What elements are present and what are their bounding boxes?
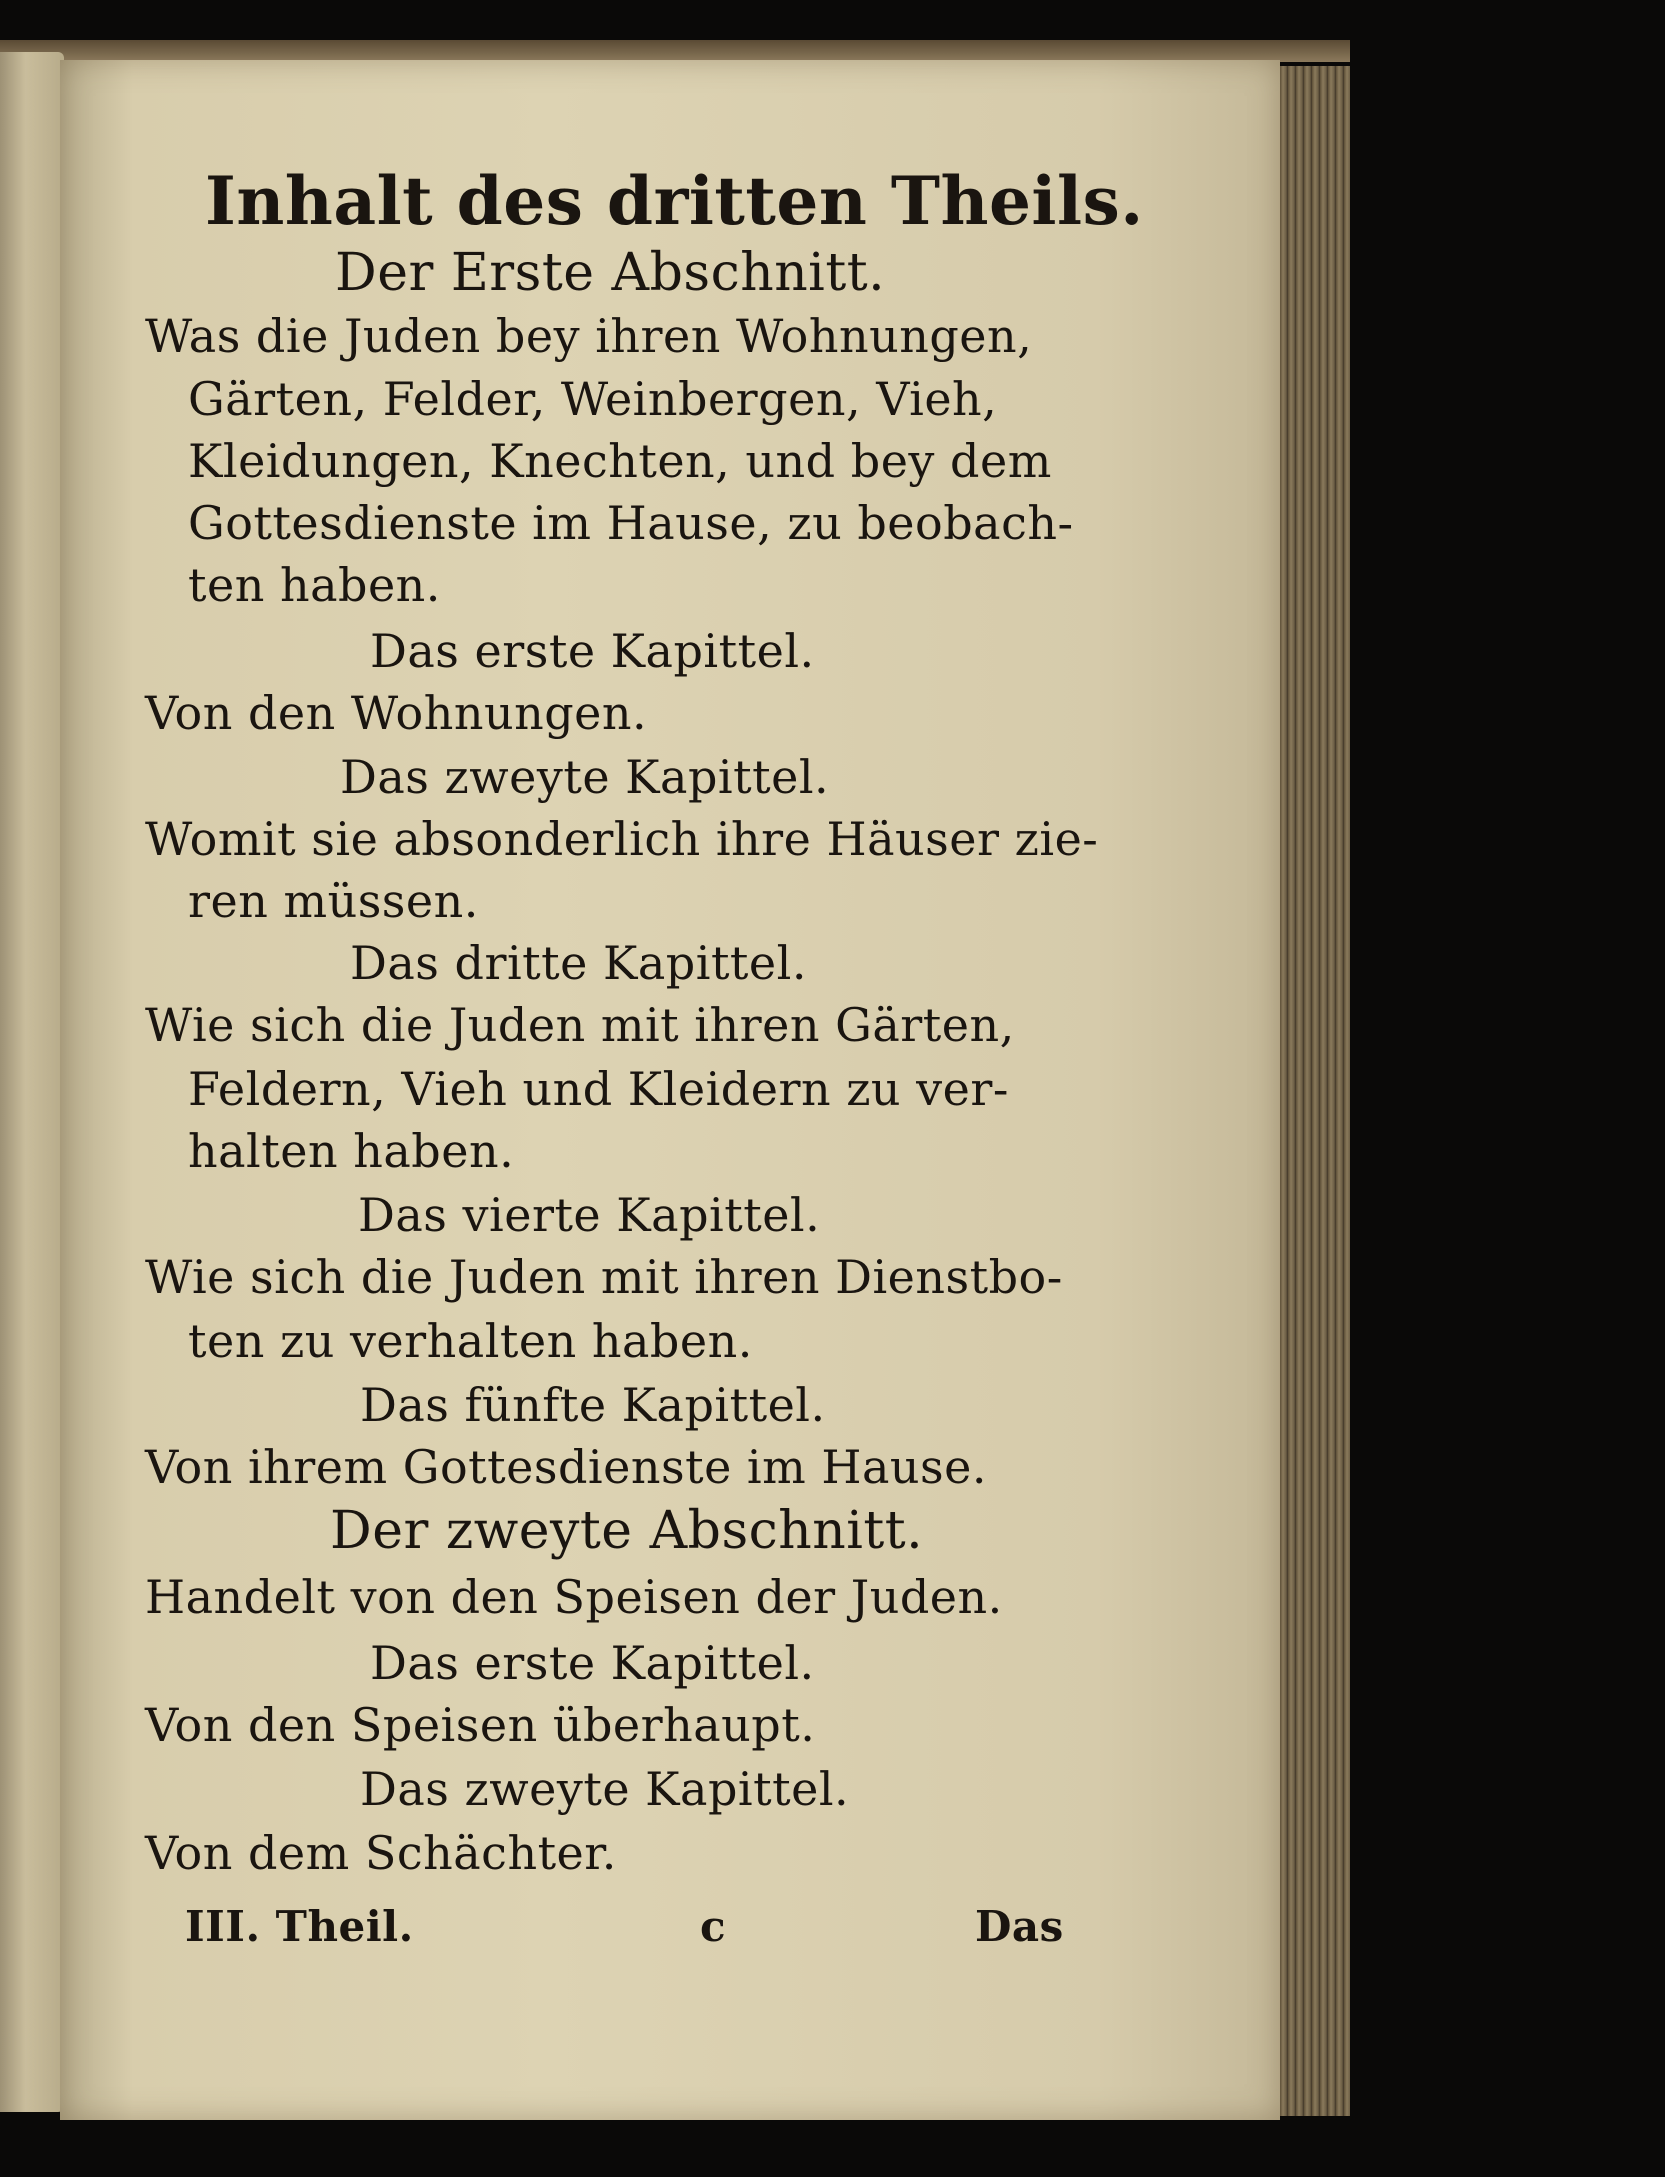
chapter-heading: Das vierte Kapittel. — [358, 1188, 821, 1242]
text-line: Gärten, Felder, Weinbergen, Vieh, — [188, 372, 998, 426]
text-line: Wie sich die Juden mit ihren Dienstbo- — [145, 1250, 1063, 1304]
text-line: Von den Wohnungen. — [145, 686, 648, 740]
text-line: Womit sie absonderlich ihre Häuser zie- — [145, 812, 1099, 866]
section-heading: Der Erste Abschnitt. — [335, 243, 886, 303]
chapter-heading: Das dritte Kapittel. — [350, 936, 807, 990]
text-line: Feldern, Vieh und Kleidern zu ver- — [188, 1062, 1009, 1116]
text-line: Von dem Schächter. — [145, 1826, 617, 1880]
left-page-edge — [0, 52, 64, 2112]
section-heading: Der zweyte Abschnitt. — [330, 1501, 924, 1561]
text-line: Handelt von den Speisen der Juden. — [145, 1570, 1003, 1624]
text-line: ren müssen. — [188, 874, 479, 928]
book-page — [60, 60, 1280, 2120]
book-spine-edge — [0, 40, 1350, 62]
text-line: Kleidungen, Knechten, und bey dem — [188, 434, 1052, 488]
signature-mark: III. Theil. — [185, 1902, 414, 1951]
page-block-edges — [1280, 66, 1350, 2116]
text-line: ten zu verhalten haben. — [188, 1314, 753, 1368]
page-title: Inhalt des dritten Theils. — [205, 162, 1144, 240]
chapter-heading: Das zweyte Kapittel. — [360, 1762, 850, 1816]
text-line: Wie sich die Juden mit ihren Gärten, — [145, 998, 1015, 1052]
text-line: Gottesdienste im Hause, zu beobach- — [188, 496, 1074, 550]
chapter-heading: Das fünfte Kapittel. — [360, 1378, 826, 1432]
text-line: Von den Speisen überhaupt. — [145, 1698, 816, 1752]
text-line: Was die Juden bey ihren Wohnungen, — [145, 309, 1033, 363]
gathering-mark: c — [700, 1902, 727, 1951]
page-content — [60, 60, 1280, 2120]
text-line: halten haben. — [188, 1124, 515, 1178]
chapter-heading: Das zweyte Kapittel. — [340, 750, 830, 804]
text-line: ten haben. — [188, 558, 441, 612]
text-line: Von ihrem Gottesdienste im Hause. — [145, 1440, 987, 1494]
chapter-heading: Das erste Kapittel. — [370, 624, 815, 678]
chapter-heading: Das erste Kapittel. — [370, 1636, 815, 1690]
catchword: Das — [975, 1902, 1064, 1951]
